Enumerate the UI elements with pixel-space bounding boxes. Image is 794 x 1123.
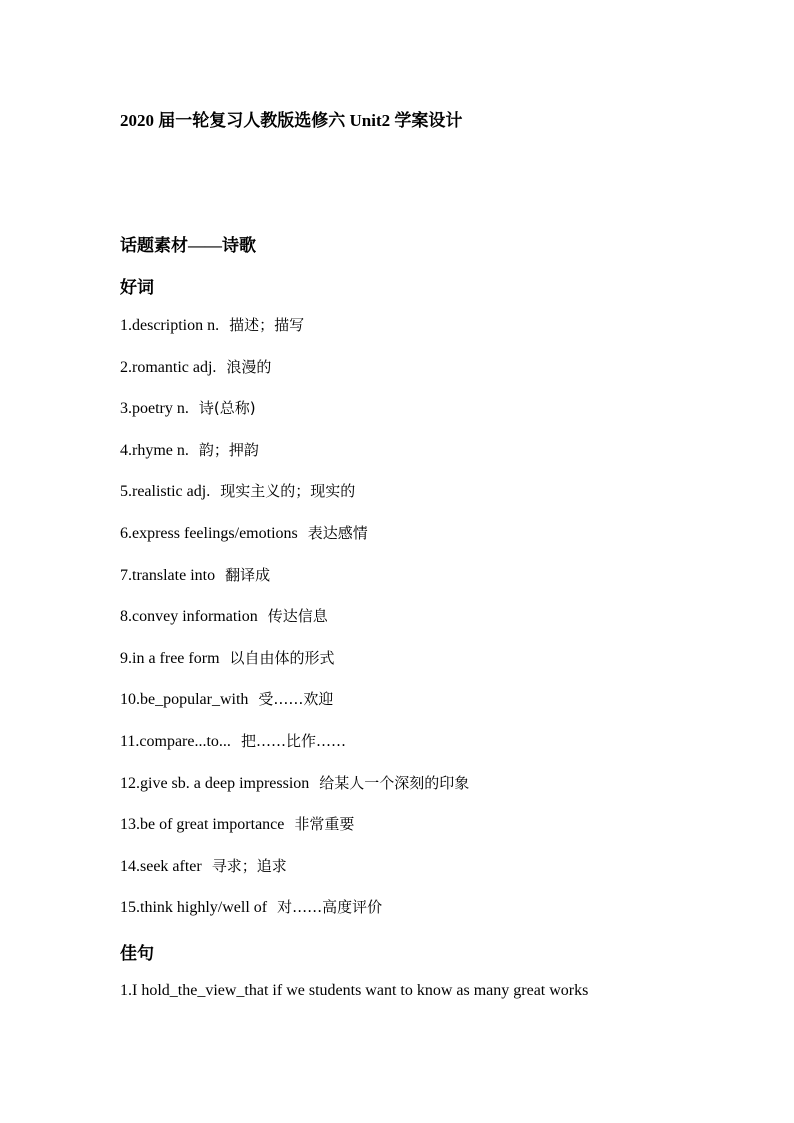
vocab-item [120,480,469,522]
vocab-item [120,896,469,938]
vocab-meaning: 诗(总称) [198,399,256,418]
vocab-item [120,564,469,606]
vocab-item [120,647,469,689]
vocab-meaning: 给某人一个深刻的印象 [319,773,470,792]
vocab-item [120,605,469,647]
vocab-term: 5.realistic adj. [120,483,211,501]
vocab-meaning: 对……高度评价 [277,898,383,917]
vocab-meaning: 翻译成 [225,565,271,584]
vocab-meaning: 韵；押韵 [198,440,259,459]
vocab-meaning: 受……欢迎 [258,690,334,709]
vocab-term: 2.romantic adj. [120,358,217,376]
vocab-item [120,397,469,439]
vocab-term: 1.description n. [120,317,220,334]
vocab-item [120,356,469,398]
vocab-term: 14.seek after [120,857,202,875]
vocab-term: 3.poetry n. [120,400,189,418]
vocab-term: 12.give sb. a deep impression [120,774,310,792]
vocab-meaning: 把……比作…… [240,731,346,750]
vocab-term: 15.think highly/well of [120,899,268,917]
vocab-item [120,688,469,730]
vocab-meaning: 现实主义的；现实的 [220,482,356,501]
vocab-list [120,314,469,938]
vocab-item [120,439,469,481]
vocab-term: 4.rhyme n. [120,441,189,459]
vocab-term: 13.be of great importance [120,816,285,834]
vocab-meaning: 非常重要 [294,815,355,834]
vocab-meaning: 传达信息 [267,607,328,626]
sentence-heading: 佳句 [120,944,154,963]
vocab-term: 6.express feelings/emotions [120,524,298,542]
vocab-item [120,522,469,564]
vocab-meaning: 描述；描写 [229,316,305,334]
vocab-term: 10.be_popular_with [120,691,249,709]
vocab-term: 8.convey information [120,608,258,626]
vocab-term: 11.compare...to... [120,732,231,750]
example-sentence: 1.I hold_the_view_that if we students want to know as many great works [120,982,589,999]
vocab-term: 7.translate into [120,566,216,584]
vocab-item [120,772,469,814]
vocab-meaning: 表达感情 [307,523,368,542]
vocab-item [120,855,469,897]
vocab-meaning: 浪漫的 [226,357,272,376]
vocab-meaning: 寻求；追求 [211,856,287,875]
section-heading: 话题素材——诗歌 [120,236,256,255]
vocab-heading: 好词 [120,278,154,297]
vocab-meaning: 以自由体的形式 [229,648,335,667]
document-title: 2020 届一轮复习人教版选修六 Unit2 学案设计 [120,111,463,130]
vocab-item [120,314,469,356]
vocab-term: 9.in a free form [120,649,220,667]
vocab-item [120,730,469,772]
vocab-item [120,813,469,855]
